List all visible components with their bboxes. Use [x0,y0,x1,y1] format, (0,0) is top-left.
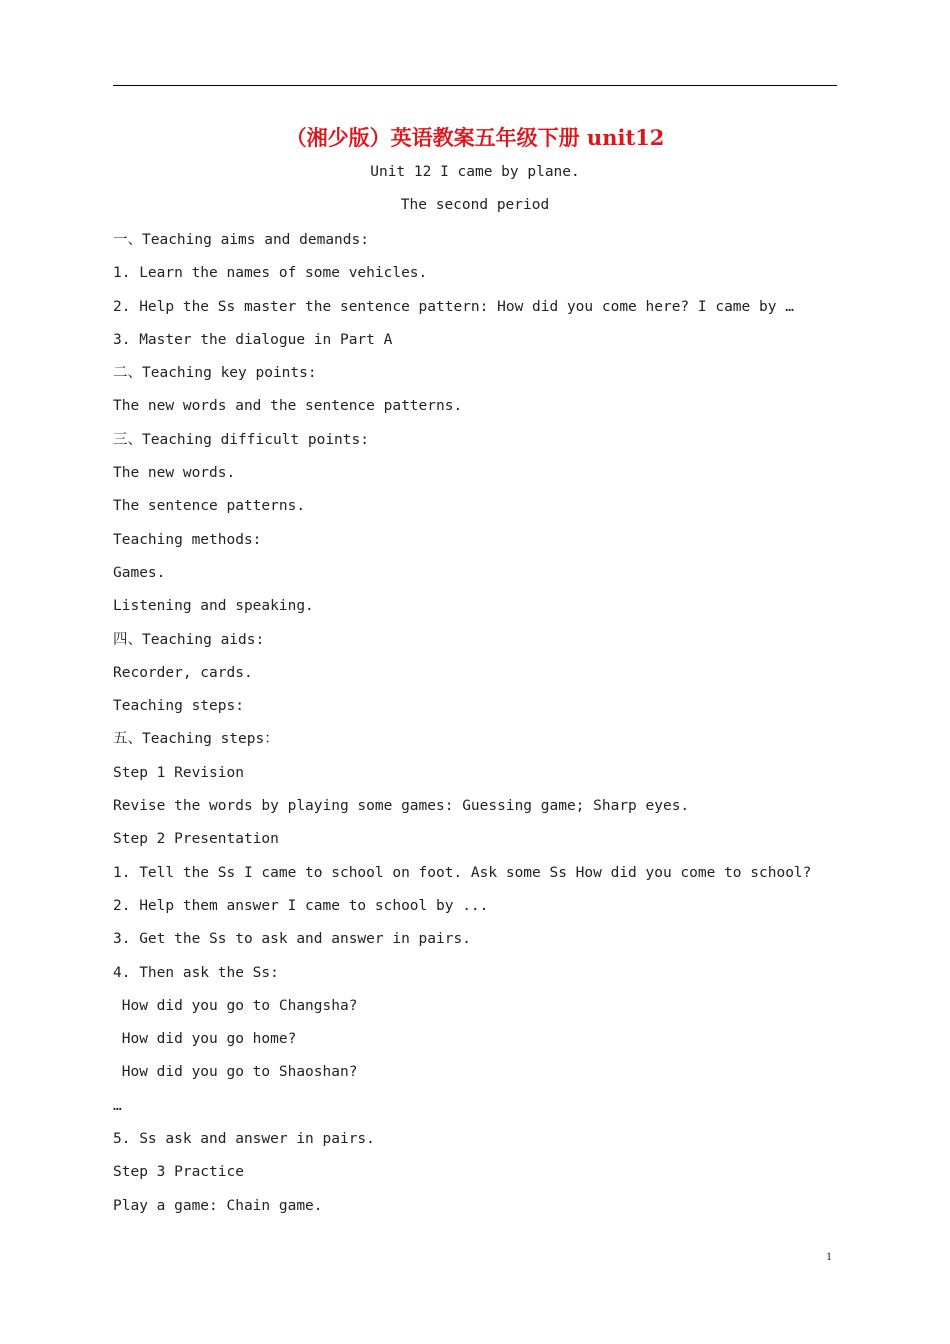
text-line: Step 1 Revision [113,764,244,781]
text-line: 1. Tell the Ss I came to school on foot. Ask some Ss How did you come to school? [113,864,812,881]
text-line: Step 3 Practice [113,1164,244,1181]
text-line: Teaching steps: [113,698,244,715]
header-rule [113,85,837,86]
text-line: 三、Teaching difficult points: [113,431,369,448]
text-line: 3. Master the dialogue in Part A [113,331,393,348]
text-line: Teaching methods: [113,531,262,548]
text-line: 2. Help them answer I came to school by ... [113,897,489,914]
text-line: 五、Teaching steps： [113,731,279,748]
document-subtitle: Unit 12 I came by plane. [370,164,580,180]
text-line: The new words and the sentence patterns. [113,398,463,415]
page-number: 1 [826,1249,832,1263]
text-line: Revise the words by playing some games: Guessing game; Sharp eyes. [113,798,690,815]
document-body [113,230,843,1229]
text-line: How did you go to Shaoshan? [113,1064,358,1081]
text-line: 四、Teaching aids: [113,631,265,648]
text-line: The sentence patterns. [113,498,306,515]
document-period: The second period [400,197,550,213]
text-line: 一、Teaching aims and demands: [113,232,369,248]
text-line: … [113,1097,122,1114]
text-line: 二、Teaching key points: [113,365,317,382]
document-title: （湘少版）英语教案五年级下册 unit12 [285,125,665,150]
text-line: The new words. [113,465,236,482]
text-line: 2. Help the Ss master the sentence pattern: How did you come here? I came by … [113,298,794,315]
text-line: How did you go to Changsha? [113,997,358,1014]
text-line: How did you go home? [113,1031,297,1048]
text-line: 3. Get the Ss to ask and answer in pairs. [113,931,471,948]
text-line: 5. Ss ask and answer in pairs. [113,1131,375,1148]
text-line: Listening and speaking. [113,598,314,615]
text-line: Games. [113,564,166,581]
text-line: Play a game: Chain game. [113,1197,323,1214]
text-line: 4. Then ask the Ss: [113,964,279,981]
text-line: Step 2 Presentation [113,831,279,848]
text-line: 1. Learn the names of some vehicles. [113,265,428,282]
text-line: Recorder, cards. [113,664,253,681]
